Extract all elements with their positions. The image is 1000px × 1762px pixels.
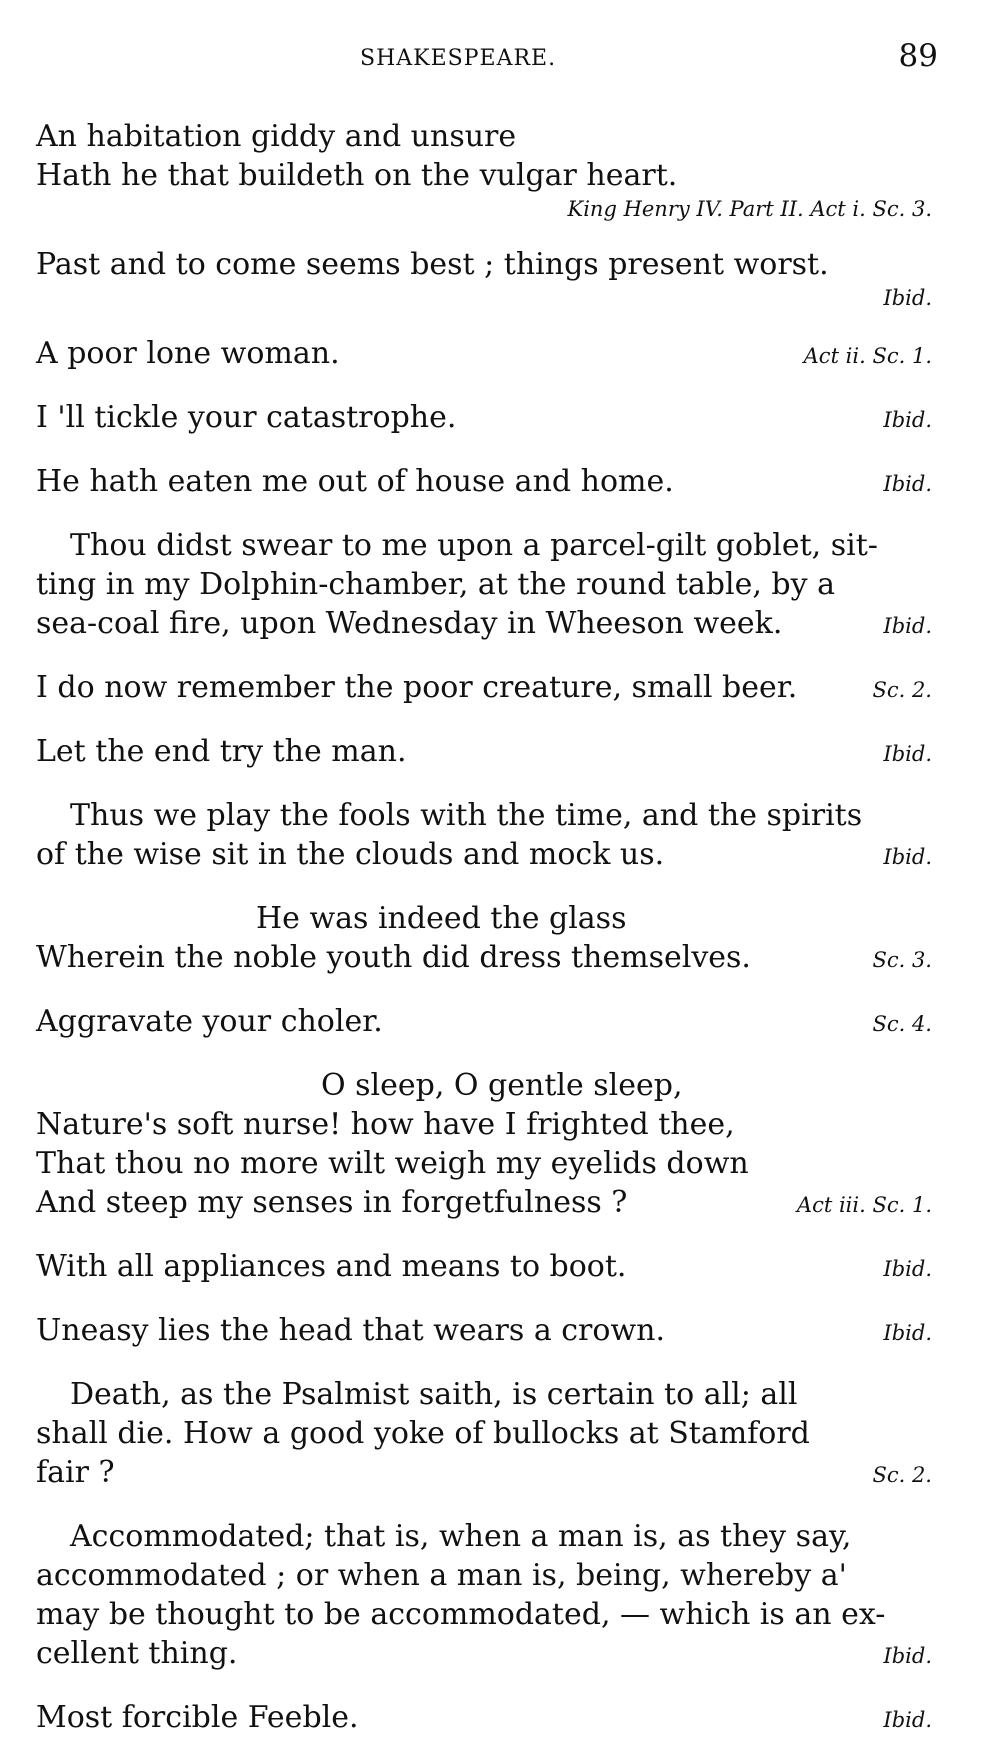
quote-line: That thou no more wilt weigh my eyelids down [36,1146,749,1181]
quote-line: An habitation giddy and unsure [36,119,517,154]
quote-line: Most forcible Feeble. [36,1700,359,1735]
quote-line: Uneasy lies the head that wears a crown. [36,1313,665,1348]
quote [36,796,932,877]
citation: Ibid. [883,472,932,496]
quote-line: ting in my Dolphin-chamber, at the round table, by a [36,567,835,602]
quote [36,1002,932,1044]
quote-line: Hath he that buildeth on the vulgar heart. [36,158,678,193]
quote [36,245,932,312]
quote-line: And steep my senses in forgetfulness ? [36,1185,628,1220]
citation: Ibid. [883,286,932,310]
quote-line: Wherein the noble youth did dress themselves. [36,940,751,975]
quote-line: I 'll tickle your catastrophe. [36,400,457,435]
quote [36,732,932,774]
quote-line: accommodated ; or when a man is, being, whereby a' [36,1558,847,1593]
citation: Ibid. [883,614,932,638]
quote [36,1517,932,1676]
quote [36,668,932,710]
citation: Ibid. [883,408,932,432]
citation: King Henry IV. Part II. Act i. Sc. 3. [567,197,932,221]
citation: Sc. 2. [872,678,932,702]
running-title: SHAKESPEARE. [360,46,557,71]
citation: Ibid. [883,1644,932,1668]
citation: Ibid. [883,845,932,869]
quote-line: fair ? [36,1455,115,1490]
running-header [0,38,1000,78]
citation: Ibid. [883,1708,932,1732]
quote-line: shall die. How a good yoke of bullocks at Stamford [36,1416,810,1451]
citation: Sc. 2. [872,1463,932,1487]
quote [36,398,932,440]
quote-line: Past and to come seems best ; things present worst. [36,247,829,282]
quote-line: Thus we play the fools with the time, and the spirits [70,798,863,833]
quote-line: Let the end try the man. [36,734,407,769]
citation: Ibid. [883,1257,932,1281]
citation: Act iii. Sc. 1. [796,1193,932,1217]
quote-line: Nature's soft nurse! how have I frighted thee, [36,1107,735,1142]
quote [36,117,932,223]
quote [36,462,932,504]
quote [36,1311,932,1353]
quote-line: I do now remember the poor creature, small beer. [36,670,798,705]
quote-line: Accommodated; that is, when a man is, as they say, [70,1519,852,1554]
quote-line: He was indeed the glass [256,901,627,936]
citation: Act ii. Sc. 1. [803,344,932,368]
quote-line: of the wise sit in the clouds and mock us. [36,837,665,872]
quote [36,1247,932,1289]
quote-line: With all appliances and means to boot. [36,1249,627,1284]
quote [36,899,932,980]
quote-line: Death, as the Psalmist saith, is certain to all; all [70,1377,798,1412]
citation: Ibid. [883,1321,932,1345]
page-number: 89 [898,38,938,74]
citation: Sc. 3. [872,948,932,972]
quote-line: Aggravate your choler. [36,1004,383,1039]
quote [36,334,932,376]
quote-line: A poor lone woman. [36,336,340,371]
page-body [36,117,932,1762]
quote-line: Thou didst swear to me upon a parcel-gilt goblet, sit- [70,528,878,563]
quote [36,1375,932,1495]
quote-line: may be thought to be accommodated, — which is an ex- [36,1597,886,1632]
citation: Sc. 4. [872,1012,932,1036]
quote-line: cellent thing. [36,1636,238,1671]
citation: Ibid. [883,742,932,766]
quote-line: sea-coal fire, upon Wednesday in Wheeson week. [36,606,783,641]
quote-line: He hath eaten me out of house and home. [36,464,674,499]
quote-line: O sleep, O gentle sleep, [321,1068,683,1103]
quote [36,1066,932,1225]
quote [36,526,932,646]
quote [36,1698,932,1740]
